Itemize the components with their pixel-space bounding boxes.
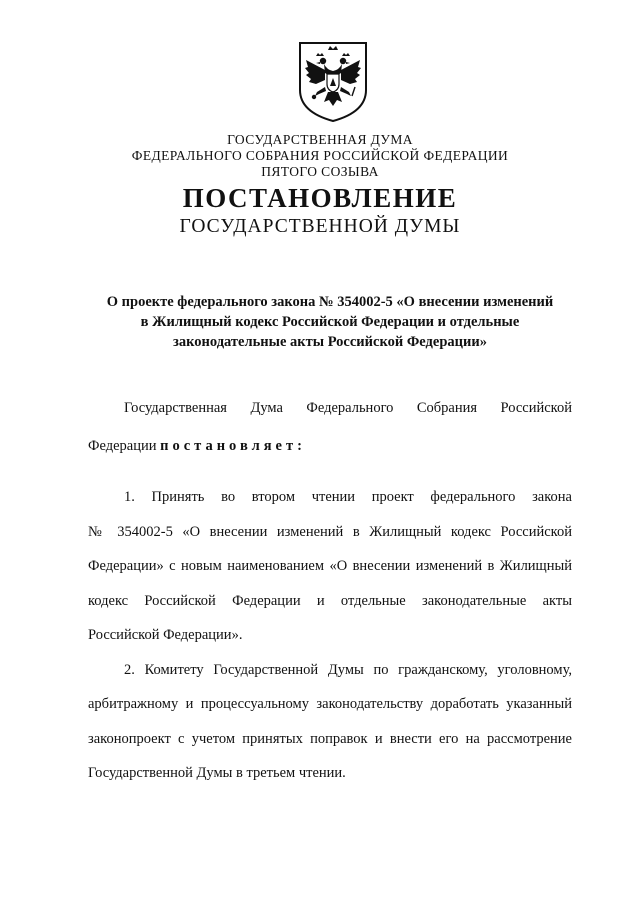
item2-line-2: арбитражному и процессуальному законодательству доработать указанный xyxy=(88,696,572,712)
preamble-line-2 xyxy=(88,436,572,456)
preamble-text: Федерации xyxy=(88,438,161,454)
coat-of-arms-icon xyxy=(297,40,369,124)
item1-line-1: 1. Принять во втором чтении проект федерального закона xyxy=(124,489,572,505)
subject-line-2: в Жилищный кодекс Российской Федерации и отдельные xyxy=(140,314,520,330)
subject-line-1: О проекте федерального закона № 354002-5 «О внесении изменений xyxy=(106,294,554,310)
item1-line-3: Федерации» с новым наименованием «О внесении изменений в Жилищный xyxy=(88,558,572,574)
item2-line-3: законопроект с учетом принятых поправок и внести его на рассмотрение xyxy=(88,731,572,747)
item1-line-4: кодекс Российской Федерации и отдельные законодательные акты xyxy=(88,593,572,609)
header-line-1: ГОСУДАРСТВЕННАЯ ДУМА xyxy=(227,132,413,147)
item1-line-5: Российской Федерации». xyxy=(88,627,243,643)
preamble-line-1: Государственная Дума Федерального Собрания Российской xyxy=(124,400,572,416)
subject-line-3: законодательные акты Российской Федерации» xyxy=(173,334,487,350)
item1-line-2: № 354002-5 «О внесении изменений в Жилищный кодекс Российской xyxy=(88,524,572,540)
document-title: ПОСТАНОВЛЕНИЕ xyxy=(182,183,458,213)
item2-line-1: 2. Комитету Государственной Думы по гражданскому, уголовному, xyxy=(124,662,572,678)
item2-line-4: Государственной Думы в третьем чтении. xyxy=(88,765,346,781)
document-subject xyxy=(80,292,580,352)
header-line-3: ПЯТОГО СОЗЫВА xyxy=(261,164,379,179)
header-line-2: ФЕДЕРАЛЬНОГО СОБРАНИЯ РОССИЙСКОЙ ФЕДЕРАЦИИ xyxy=(131,148,509,163)
document-subtitle: ГОСУДАРСТВЕННОЙ ДУМЫ xyxy=(179,216,461,237)
preamble-resolves: постановляет: xyxy=(160,438,306,454)
